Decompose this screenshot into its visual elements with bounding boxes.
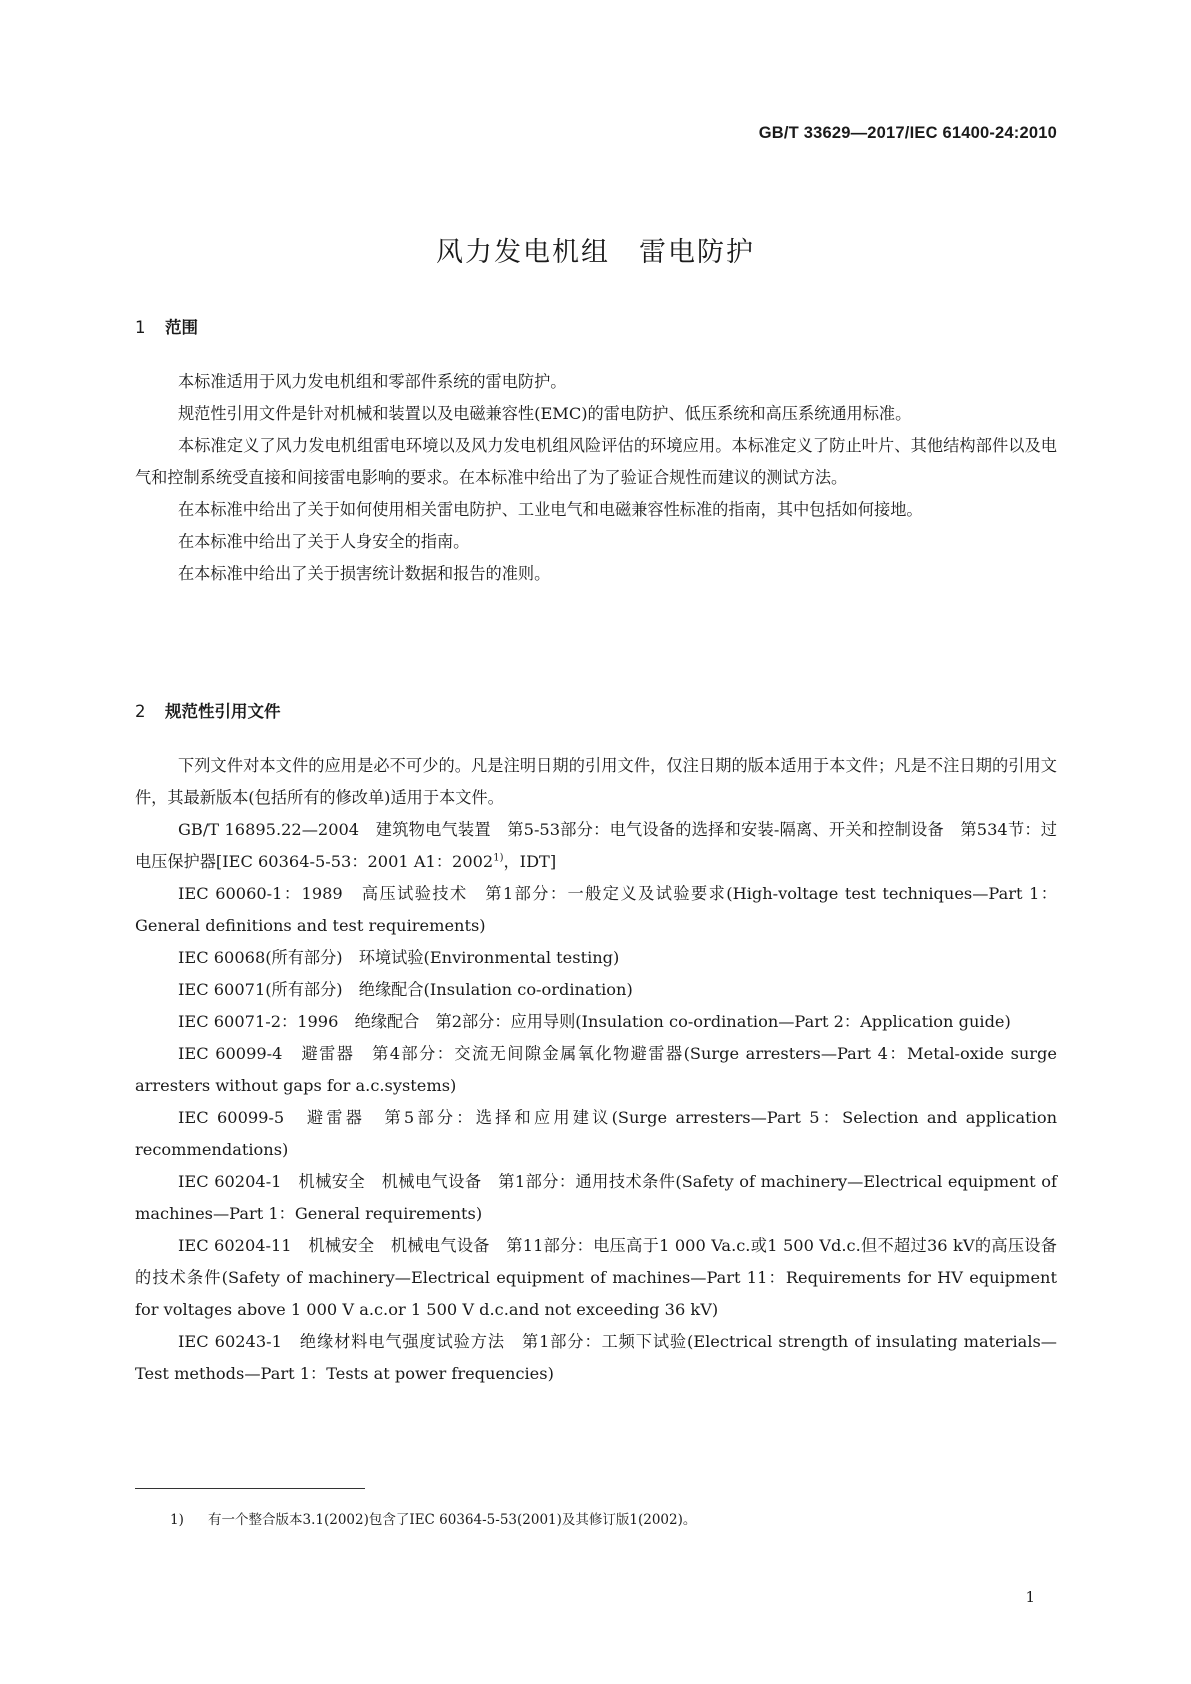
section-2-body: [135, 750, 1057, 1390]
footnote-text: 有一个整合版本3.1(2002)包含了IEC 60364-5-53(2001)及其修订版1(2002)。: [208, 1512, 697, 1528]
scope-paragraph: 规范性引用文件是针对机械和装置以及电磁兼容性(EMC)的雷电防护、低压系统和高压系统通用标准。: [178, 404, 912, 423]
section-1-number: 1: [135, 318, 146, 337]
reference-entry: IEC 60204-1 机械安全 机械电气设备 第1部分：通用技术条件(Safety of machinery—Electrical equipment of machines—Part 1：General requirements): [135, 1172, 1057, 1223]
section-1-body: [135, 366, 1057, 590]
reference-entry: IEC 60204-11 机械安全 机械电气设备 第11部分：电压高于1 000 Va.c.或1 500 Vd.c.但不超过36 kV的高压设备的技术条件(Safety of machinery—Electrical equipment of machines—Part 11：Requirements for HV equipment for voltages above 1 000 V a.c.or 1 500 V d.c.and not exceeding 36 kV): [135, 1236, 1057, 1319]
reference-text: ，IDT]: [503, 852, 557, 871]
footnote-marker: 1): [170, 1512, 184, 1528]
page-number: 1: [1025, 1588, 1035, 1606]
reference-entry: IEC 60071-2：1996 绝缘配合 第2部分：应用导则(Insulation co-ordination—Part 2：Application guide): [178, 1012, 1011, 1031]
footnote: [170, 1508, 696, 1528]
section-2-number: 2: [135, 702, 146, 721]
reference-entry: IEC 60099-4 避雷器 第4部分：交流无间隙金属氧化物避雷器(Surge arresters—Part 4：Metal-oxide surge arresters without gaps for a.c.systems): [135, 1044, 1057, 1095]
footnote-reference[interactable]: 1): [493, 852, 504, 864]
section-1-title: 范围: [165, 318, 198, 337]
reference-entry: IEC 60099-5 避雷器 第5部分：选择和应用建议(Surge arresters—Part 5：Selection and application recommendations): [135, 1108, 1057, 1159]
reference-text: GB/T 16895.22—2004 建筑物电气装置 第5-53部分：电气设备的选择和安装-隔离、开关和控制设备 第534节：过电压保护器[IEC 60364-5-53：2001 A1：2002: [135, 820, 1057, 871]
scope-paragraph: 在本标准中给出了关于人身安全的指南。: [178, 532, 470, 551]
scope-paragraph: 本标准适用于风力发电机组和零部件系统的雷电防护。: [178, 372, 567, 391]
scope-paragraph: 在本标准中给出了关于损害统计数据和报告的准则。: [178, 564, 551, 583]
footnote-divider: [135, 1488, 365, 1489]
standard-code: GB/T 33629—2017/IEC 61400-24:2010: [758, 124, 1057, 142]
section-2-heading: [135, 698, 281, 722]
scope-paragraph: 本标准定义了风力发电机组雷电环境以及风力发电机组风险评估的环境应用。本标准定义了防止叶片、其他结构部件以及电气和控制系统受直接和间接雷电影响的要求。在本标准中给出了为了验证合规性而建议的测试方法。: [135, 436, 1057, 487]
section-2-title: 规范性引用文件: [165, 702, 281, 721]
section-1-heading: [135, 314, 198, 338]
reference-entry: IEC 60243-1 绝缘材料电气强度试验方法 第1部分：工频下试验(Electrical strength of insulating materials—Test methods—Part 1：Tests at power frequencies): [135, 1332, 1057, 1383]
references-intro: 下列文件对本文件的应用是必不可少的。凡是注明日期的引用文件，仅注日期的版本适用于本文件；凡是不注日期的引用文件，其最新版本(包括所有的修改单)适用于本文件。: [135, 756, 1057, 807]
reference-entry: IEC 60068(所有部分) 环境试验(Environmental testing): [178, 948, 620, 967]
reference-entry: [135, 814, 1057, 878]
reference-entry: IEC 60071(所有部分) 绝缘配合(Insulation co-ordination): [178, 980, 633, 999]
scope-paragraph: 在本标准中给出了关于如何使用相关雷电防护、工业电气和电磁兼容性标准的指南，其中包括如何接地。: [178, 500, 923, 519]
document-title: 风力发电机组 雷电防护: [436, 237, 755, 268]
reference-entry: IEC 60060-1：1989 高压试验技术 第1部分：一般定义及试验要求(High-voltage test techniques—Part 1：General definitions and test requirements): [135, 884, 1057, 935]
